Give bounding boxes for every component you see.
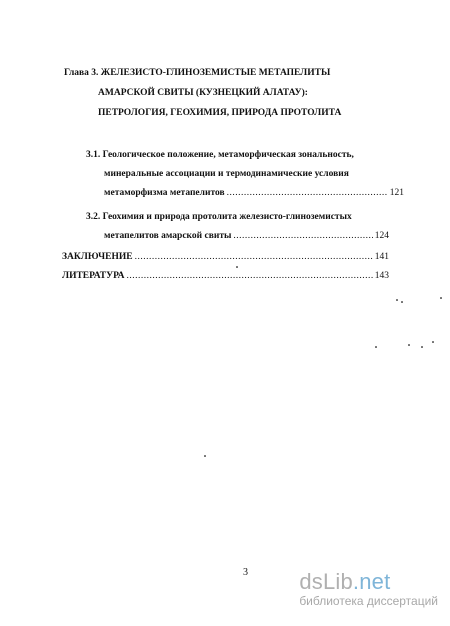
toc-entry-conclusion[interactable] [62,252,389,263]
toc-leader-dots [127,271,373,282]
chapter-subtitle-line1: АМАРСКОЙ СВИТЫ (КУЗНЕЦКИЙ АЛАТАУ): [98,88,308,98]
scan-speck [396,299,398,301]
toc-page-number: 143 [374,271,389,281]
toc-page-number: 121 [389,188,404,198]
toc-section-3-1-line2: минеральные ассоциации и термодинамические условия [104,169,349,179]
toc-section-3-1-line1: 3.1. Геологическое положение, метаморфическая зональность, [86,150,354,160]
page-number: 3 [243,567,248,578]
toc-leader-dots [227,188,388,199]
chapter-subtitle-line2: ПЕТРОЛОГИЯ, ГЕОХИМИЯ, ПРИРОДА ПРОТОЛИТА [98,108,342,118]
toc-conclusion-label: ЗАКЛЮЧЕНИЕ [62,252,133,262]
toc-leader-dots [135,252,373,263]
toc-leader-dots [233,231,372,242]
toc-page-number: 124 [374,231,389,241]
toc-page-number: 141 [374,252,389,262]
watermark-logo-suffix: .net [352,569,391,594]
toc-entry-literature[interactable] [62,271,389,282]
toc-literature-label: ЛИТЕРАТУРА [62,271,125,281]
scan-speck [408,344,410,346]
chapter-title: Глава 3. ЖЕЛЕЗИСТО-ГЛИНОЗЕМИСТЫЕ МЕТАПЕЛИТЫ [64,68,331,78]
toc-entry-section-3-1[interactable] [104,188,404,199]
scan-speck [432,341,434,343]
scan-speck [440,297,442,299]
toc-section-3-2-line2: метапелитов амарской свиты [104,231,232,241]
toc-entry-section-3-2[interactable] [104,231,389,242]
scan-speck [204,455,206,457]
toc-section-3-1-line3: метаморфизма метапелитов [104,188,225,198]
scan-speck [375,346,377,348]
scan-speck [236,266,238,268]
watermark-tagline: библиотека диссертаций [299,594,438,608]
watermark-logo [299,571,438,593]
watermark-logo-main: dsLib [299,569,353,594]
toc-section-3-2-line1: 3.2. Геохимия и природа протолита железисто-глиноземистых [86,212,352,222]
dslib-watermark [299,571,438,608]
scan-speck [401,301,403,303]
scan-speck [421,346,423,348]
